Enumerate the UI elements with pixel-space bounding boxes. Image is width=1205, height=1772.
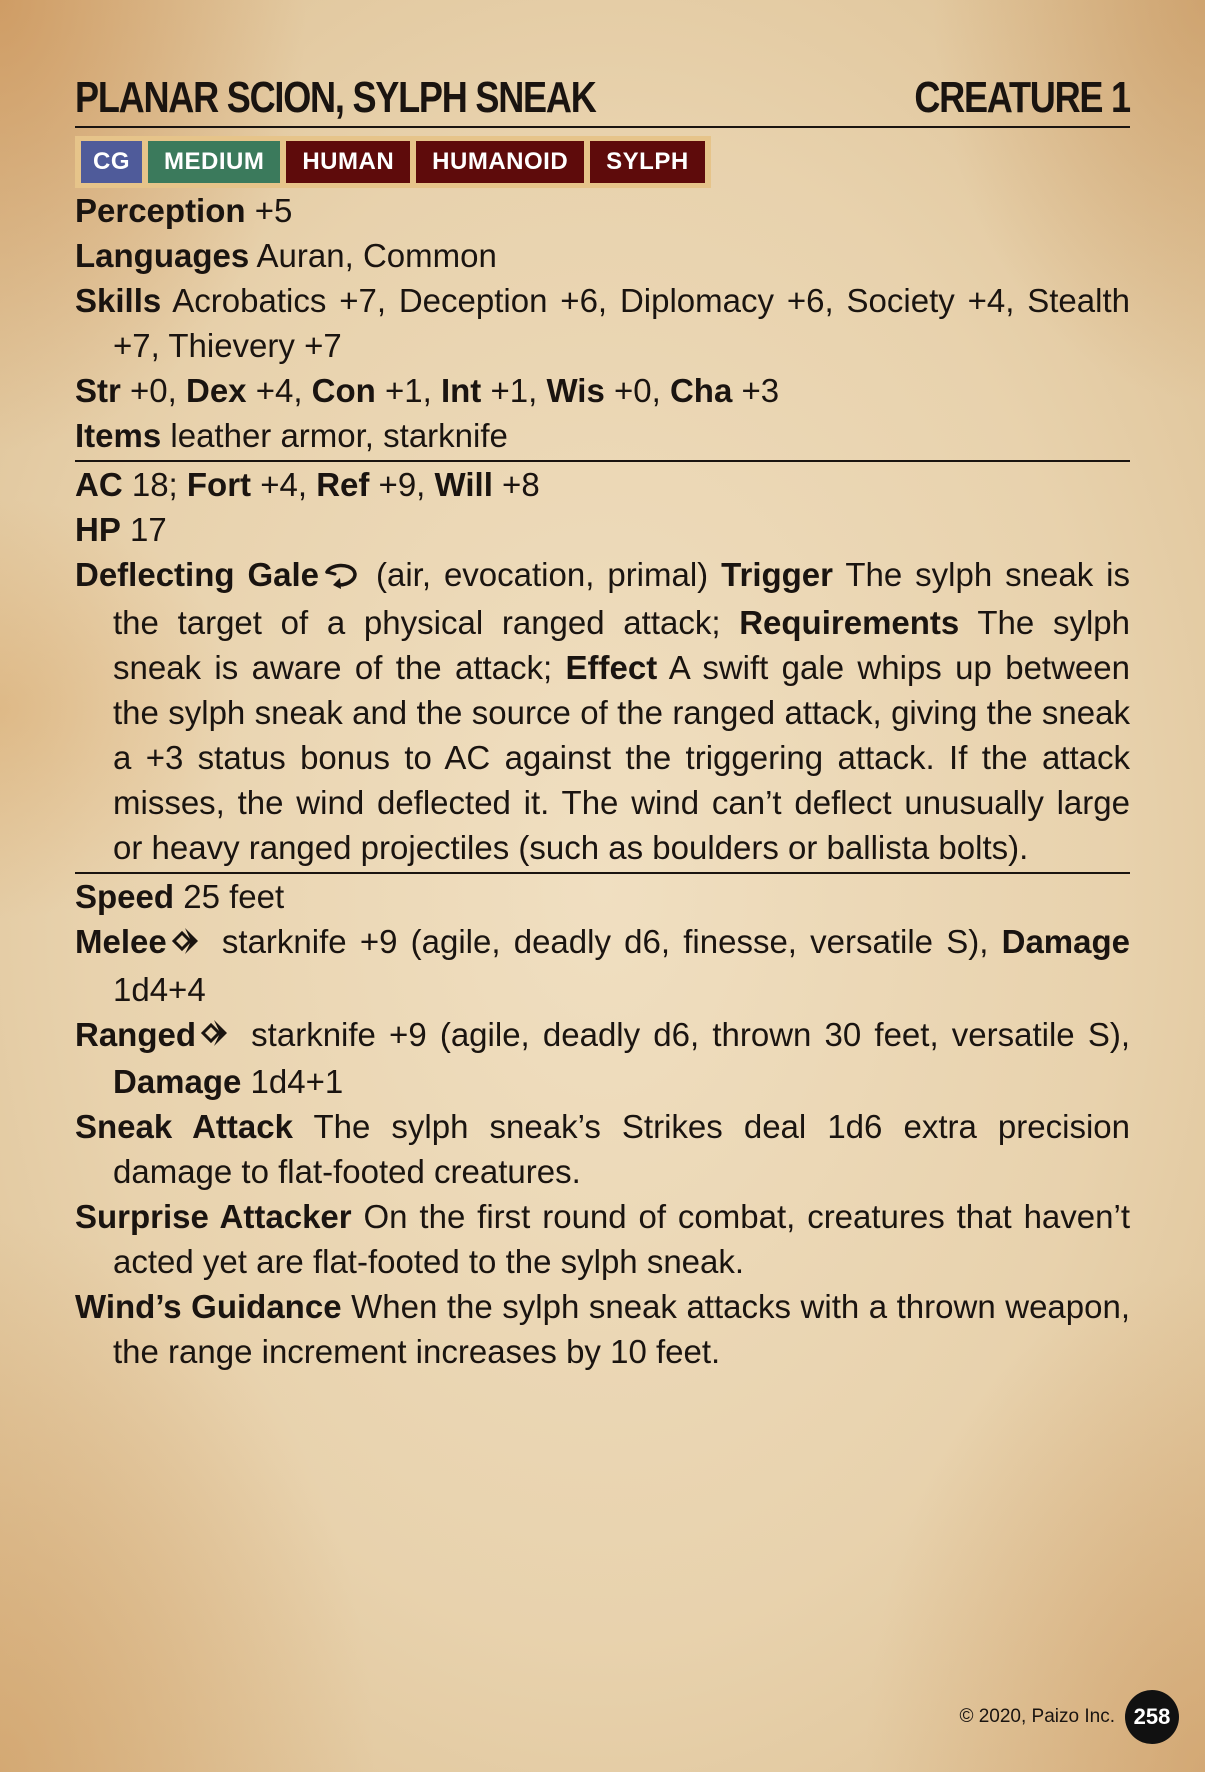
str-label: Str (75, 372, 121, 409)
speed-value: 25 feet (174, 877, 285, 915)
winds-guidance-label: Wind’s Guidance (75, 1288, 342, 1326)
trait-list (75, 136, 711, 188)
creature-level: CREATURE 1 (914, 73, 1130, 122)
deflecting-gale-traits: (air, evocation, primal) (363, 556, 722, 593)
hp-line (75, 507, 1130, 552)
items-label: Items (75, 417, 162, 454)
sneak-attack-ability (75, 1104, 1130, 1194)
trait-human: HUMAN (286, 141, 410, 183)
hp-value: 17 (120, 511, 167, 548)
ranged-damage-label: Damage (113, 1063, 242, 1101)
deflecting-gale-label: Deflecting Gale (75, 556, 320, 593)
wis-label: Wis (546, 372, 605, 409)
int-label: Int (440, 372, 482, 409)
languages-label: Languages (75, 237, 250, 274)
sneak-attack-text: The sylph sneak’s Strikes deal 1d6 extra precision damage to flat-footed creatures. (113, 1108, 1130, 1191)
requirements-text: The sylph sneak is aware of the attack; (113, 603, 1130, 686)
ability-scores-line (75, 368, 1130, 413)
trigger-label: Trigger (721, 556, 833, 593)
melee-value: starknife +9 (agile, deadly d6, finesse, versatile S), (208, 922, 1002, 960)
surprise-attacker-text: On the first round of combat, creatures that haven’t acted yet are flat-footed to the sylph sneak. (113, 1198, 1130, 1281)
ref-value: +9, (369, 466, 435, 503)
surprise-attacker-label: Surprise Attacker (75, 1198, 352, 1236)
cha-value: +3 (732, 372, 780, 409)
defense-line (75, 462, 1130, 507)
ref-label: Ref (316, 466, 370, 503)
languages-line (75, 233, 1130, 278)
trait-humanoid: HUMANOID (416, 141, 584, 183)
winds-guidance-text: When the sylph sneak attacks with a thrown weapon, the range increment increases by 10 feet. (113, 1288, 1130, 1371)
creature-name: PLANAR SCION, SYLPH SNEAK (75, 73, 596, 122)
title-row (75, 68, 1130, 128)
copyright-notice: © 2020, Paizo Inc. (959, 1706, 1115, 1727)
single-action-icon (171, 922, 205, 967)
will-value: +8 (492, 466, 540, 503)
melee-damage-label: Damage (1001, 922, 1130, 960)
items-value: leather armor, starknife (161, 417, 508, 454)
deflecting-gale-ability (75, 552, 1130, 870)
fort-label: Fort (186, 466, 252, 503)
reaction-icon (323, 555, 359, 600)
melee-damage-value: 1d4+4 (113, 970, 206, 1008)
str-value: +0, (120, 372, 186, 409)
perception-value: +5 (245, 192, 293, 229)
ranged-damage-value: 1d4+1 (241, 1063, 344, 1101)
perception-line (75, 188, 1130, 233)
melee-label: Melee (75, 922, 167, 960)
hp-label: HP (75, 511, 121, 548)
ranged-label: Ranged (75, 1015, 197, 1053)
requirements-label: Requirements (739, 603, 960, 641)
melee-strike (75, 919, 1130, 1012)
items-line (75, 413, 1130, 458)
int-value: +1, (481, 372, 547, 409)
con-label: Con (311, 372, 376, 409)
con-value: +1, (375, 372, 441, 409)
skills-line (75, 278, 1130, 368)
will-label: Will (434, 466, 493, 503)
surprise-attacker-ability (75, 1194, 1130, 1284)
effect-label: Effect (565, 648, 658, 686)
single-action-icon (200, 1014, 234, 1059)
wis-value: +0, (604, 372, 670, 409)
languages-value: Auran, Common (249, 237, 497, 274)
skills-value: Acrobatics +7, Deception +6, Diplomacy +6, Society +4, Stealth +7, Thievery +7 (113, 282, 1130, 364)
speed-line (75, 874, 1130, 919)
ranged-value: starknife +9 (agile, deadly d6, thrown 30 feet, versatile S), (238, 1015, 1130, 1053)
speed-label: Speed (75, 877, 175, 915)
trait-size: MEDIUM (148, 141, 280, 183)
effect-text: A swift gale whips up between the sylph sneak and the source of the ranged attack, giving the sneak a +3 status bonus to AC against the triggering attack. If the attack misses, the wind deflected it. The wind can’t deflect unusually large or heavy ranged projectiles (such as boulders or ballista bolts). (113, 648, 1130, 866)
dex-value: +4, (246, 372, 312, 409)
trait-alignment: CG (81, 141, 142, 183)
ranged-strike (75, 1012, 1130, 1105)
page-number-badge: 258 (1125, 1690, 1179, 1744)
trigger-text: The sylph sneak is the target of a physical ranged attack; (113, 556, 1131, 641)
perception-label: Perception (75, 192, 246, 229)
trait-sylph: SYLPH (590, 141, 705, 183)
dex-label: Dex (185, 372, 247, 409)
skills-label: Skills (75, 282, 162, 319)
cha-label: Cha (669, 372, 733, 409)
winds-guidance-ability (75, 1284, 1130, 1374)
ac-value: 18; (122, 466, 187, 503)
stat-block (75, 68, 1130, 1374)
page-footer (959, 1690, 1179, 1744)
ac-label: AC (75, 466, 123, 503)
sneak-attack-label: Sneak Attack (75, 1108, 293, 1146)
fort-value: +4, (251, 466, 317, 503)
